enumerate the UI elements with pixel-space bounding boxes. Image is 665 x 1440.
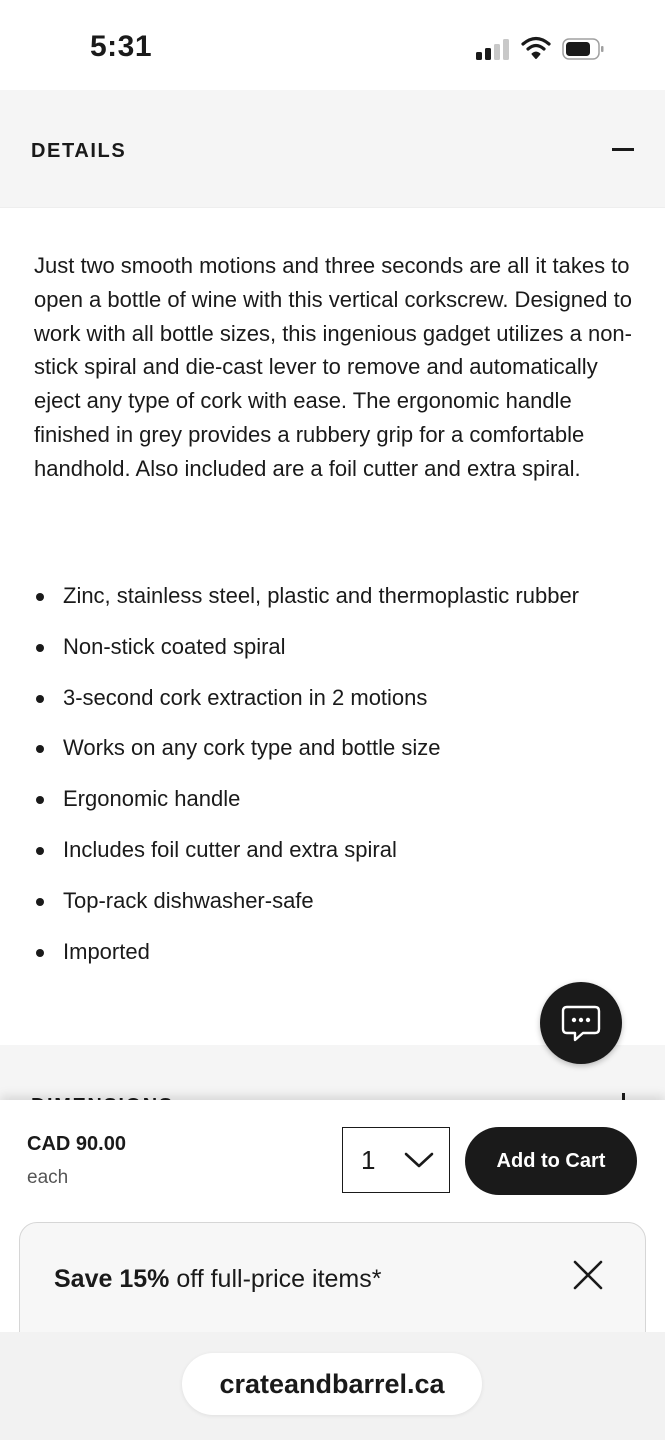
details-accordion-header[interactable] xyxy=(0,90,665,208)
wifi-icon xyxy=(521,36,551,60)
promo-highlight: Save 15% xyxy=(54,1265,170,1293)
product-description: Just two smooth motions and three seconds are all it takes to open a bottle of wine with this vertical corkscrew. Designed to work with all bottle sizes, this ingenious gadget utilizes a non-stick spiral and die-cast lever to remove and automatically eject any type of cork with ease. The ergonomic handle finished in grey provides a rubbery grip for a comfortable handhold. Also included are a foil cutter and extra spiral. xyxy=(34,253,632,481)
price: CAD 90.00 xyxy=(27,1133,126,1155)
details-title: DETAILS xyxy=(31,140,127,162)
promo-text xyxy=(54,1265,381,1294)
minus-icon[interactable] xyxy=(604,134,634,164)
chat-bubble-icon xyxy=(561,1005,601,1043)
quantity-select[interactable] xyxy=(342,1127,450,1193)
url-bar[interactable]: crateandbarrel.ca xyxy=(182,1353,482,1415)
status-time: 5:31 xyxy=(90,30,153,63)
promo-detail: off full-price items* xyxy=(169,1265,382,1293)
price-unit: each xyxy=(27,1167,69,1188)
list-item: Non-stick coated spiral xyxy=(34,628,644,679)
list-item: Works on any cork type and bottle size xyxy=(34,729,644,780)
list-item: Top-rack dishwasher-safe xyxy=(34,882,644,933)
list-item: 3-second cork extraction in 2 motions xyxy=(34,679,644,730)
quantity-value: 1 xyxy=(361,1145,376,1175)
chevron-down-icon xyxy=(403,1150,435,1170)
status-bar xyxy=(0,0,665,90)
list-item: Zinc, stainless steel, plastic and thermoplastic rubber xyxy=(34,577,644,628)
signal-icon xyxy=(476,38,510,60)
list-item: Includes foil cutter and extra spiral xyxy=(34,831,644,882)
browser-bar xyxy=(0,1332,665,1440)
battery-icon xyxy=(562,38,604,60)
list-item: Ergonomic handle xyxy=(34,780,644,831)
feature-list xyxy=(34,577,644,983)
chat-button[interactable] xyxy=(540,982,622,1064)
add-to-cart-button[interactable]: Add to Cart xyxy=(465,1127,637,1195)
close-icon[interactable] xyxy=(572,1259,604,1291)
list-item: Imported xyxy=(34,933,644,984)
